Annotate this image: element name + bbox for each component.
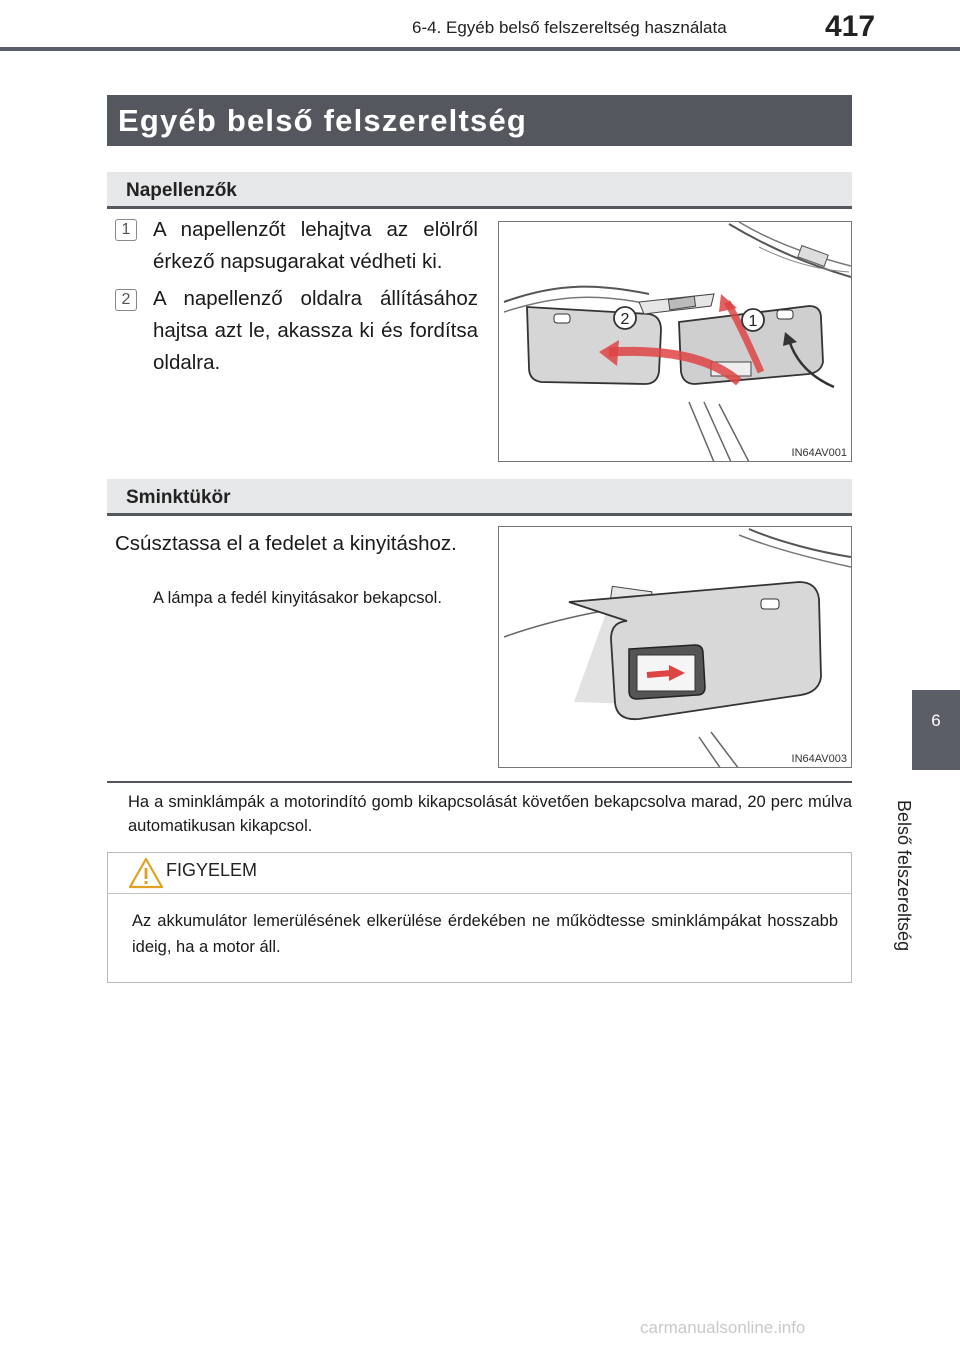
vanity-mirror-drawing: [499, 527, 852, 768]
caution-text: Az akkumulátor lemerülésének elkerülése érdekében ne működtesse sminklámpákat hosszabb ideig, ha a motor áll.: [132, 912, 838, 956]
step-number-2: 2: [115, 289, 137, 311]
warning-triangle-icon: [128, 856, 164, 895]
page-title: Egyéb belső felszereltség: [118, 103, 528, 138]
figure-code-1: IN64AV001: [791, 447, 847, 459]
watermark: carmanualsonline.info: [640, 1318, 806, 1337]
note-text: Ha a sminklámpák a motorindító gomb kikapcsolását követően bekapcsolva marad, 20 perc múlva automatikusan kikapcsol.: [128, 793, 852, 835]
callout-1: 1: [748, 313, 758, 330]
step-text-2: A napellenző oldalra állításához hajtsa azt le, akassza ki és fordítsa oldalra.: [153, 287, 478, 374]
chapter-number: 6: [931, 711, 941, 730]
section-title-vanity-mirror: Sminktükör: [126, 487, 231, 508]
vanity-mirror-illustration: [498, 526, 852, 768]
note-rule: [107, 781, 852, 783]
page-number: 417: [825, 10, 876, 43]
caution-title: FIGYELEM: [166, 860, 258, 880]
step-text-1: A napellenzőt lehajtva az elölről érkező napsugarakat védheti ki.: [153, 218, 478, 273]
header-rule: [0, 47, 960, 51]
vanity-mirror-instruction: Csúsztassa el a fedelet a kinyitáshoz.: [115, 532, 457, 555]
chapter-label: Belső felszereltség: [894, 800, 914, 952]
figure-code-2: IN64AV003: [791, 753, 847, 765]
step-number-1: 1: [115, 219, 137, 241]
sun-visor-illustration: [498, 221, 852, 462]
vanity-mirror-note: A lámpa a fedél kinyitásakor bekapcsol.: [153, 589, 442, 607]
caution-divider: [108, 893, 851, 894]
chapter-label-wrapper: [884, 800, 924, 1000]
section-title-sun-visors: Napellenzők: [126, 180, 237, 201]
callout-2: 2: [620, 311, 630, 328]
sun-visor-drawing: [499, 222, 852, 462]
running-header: 6-4. Egyéb belső felszereltség használata: [412, 18, 727, 37]
